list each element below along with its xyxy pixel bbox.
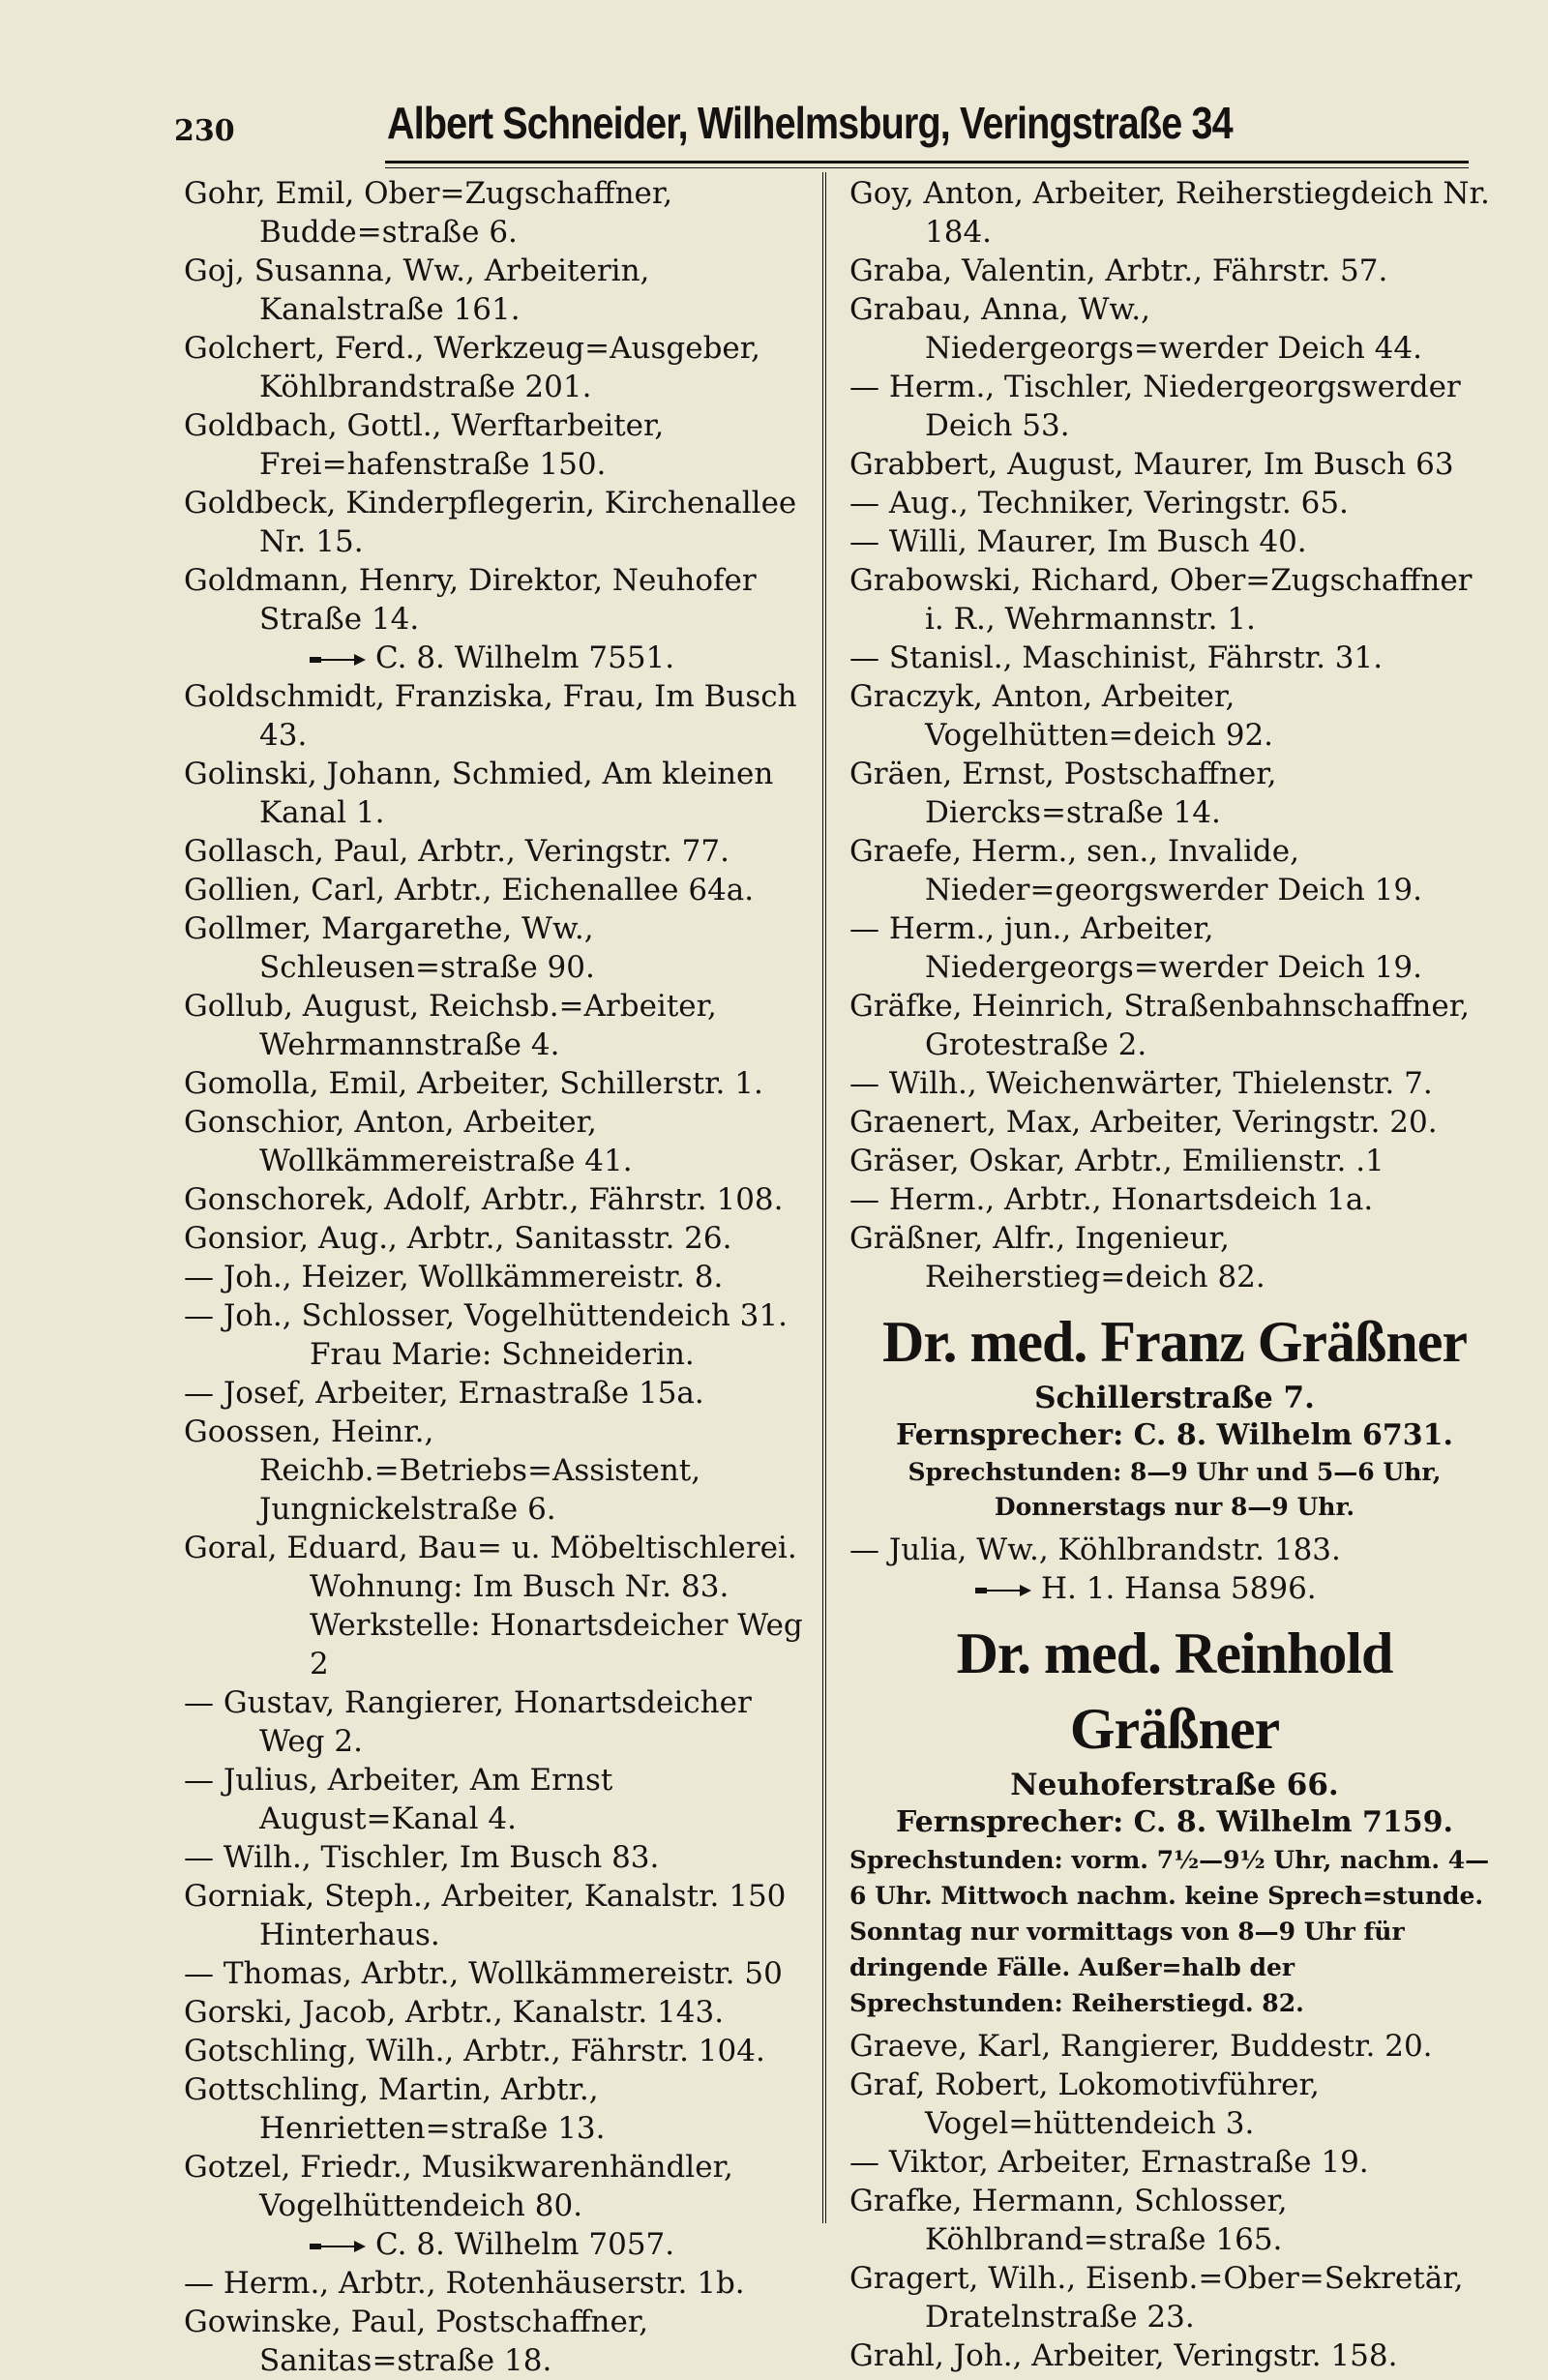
- directory-entry: — Julius, Arbeiter, Am Ernst August=Kanal 4.: [184, 1763, 613, 1836]
- ad-phone: Fernsprecher: C. 8. Wilhelm 7159.: [896, 1805, 1453, 1839]
- directory-entry: — Aug., Techniker, Veringstr. 65.: [849, 486, 1349, 521]
- directory-entry: Goldmann, Henry, Direktor, Neuhofer Straße 14.: [184, 563, 757, 637]
- directory-subline: Wohnung: Im Busch Nr. 83.: [310, 1569, 729, 1604]
- advertisement-reinhold-graessner: [849, 1616, 1500, 2021]
- telephone-icon: [975, 1583, 1031, 1598]
- directory-entry: Goossen, Heinr., Reichb.=Betriebs=Assistent, Jungnickelstraße 6.: [184, 1414, 701, 1527]
- telephone-line: [849, 1569, 1500, 1608]
- telephone-number: C. 8. Wilhelm 7057.: [375, 2227, 675, 2262]
- directory-entry: — Joh., Schlosser, Vogelhüttendeich 31.: [184, 1298, 788, 1333]
- ad-hours: Sprechstunden: 8—9 Uhr und 5—6 Uhr,: [908, 1458, 1442, 1486]
- directory-entry: Gottschling, Martin, Arbtr., Henrietten=straße 13.: [184, 2072, 606, 2146]
- directory-entry: Graf, Robert, Lokomotivführer, Vogel=hüttendeich 3.: [849, 2068, 1320, 2141]
- ad-street: Schillerstraße 7.: [1034, 1381, 1315, 1415]
- directory-entry: — Gustav, Rangierer, Honartsdeicher Weg 2.: [184, 1685, 752, 1759]
- directory-entry: Graczyk, Anton, Arbeiter, Vogelhütten=deich 92.: [849, 679, 1274, 753]
- column-divider: [822, 172, 830, 2223]
- ad-name: Dr. med. Franz Gräßner: [881, 1310, 1467, 1374]
- directory-entry: Goy, Anton, Arbeiter, Reiherstiegdeich Nr. 184.: [849, 176, 1490, 250]
- advertisement-franz-graessner: [849, 1304, 1500, 1525]
- directory-entry: Graefe, Herm., sen., Invalide, Nieder=georgswerder Deich 19.: [849, 834, 1422, 907]
- left-column: [184, 174, 818, 2380]
- directory-subline: Werkstelle: Honartsdeicher Weg 2: [310, 1608, 803, 1681]
- telephone-number: C. 8. Wilhelm 7551.: [375, 640, 675, 675]
- telephone-line: [184, 2225, 818, 2264]
- telephone-line: [184, 639, 818, 677]
- directory-entry: — Joh., Heizer, Wollkämmereistr. 8.: [184, 1260, 724, 1294]
- directory-entry: Grabowski, Richard, Ober=Zugschaffner i. R., Wehrmannstr. 1.: [849, 563, 1473, 637]
- directory-entry: Gorski, Jacob, Arbtr., Kanalstr. 143.: [184, 1995, 725, 2030]
- directory-entry: — Julia, Ww., Köhlbrandstr. 183.: [849, 1532, 1341, 1567]
- directory-entry: — Stanisl., Maschinist, Fährstr. 31.: [849, 640, 1384, 675]
- directory-entry: Graba, Valentin, Arbtr., Fährstr. 57.: [849, 253, 1388, 288]
- directory-entry: Graeve, Karl, Rangierer, Buddestr. 20.: [849, 2029, 1433, 2064]
- directory-entry: Gohr, Emil, Ober=Zugschaffner, Budde=straße 6.: [184, 176, 673, 250]
- directory-entry: Grafke, Hermann, Schlosser, Köhlbrand=straße 165.: [849, 2184, 1288, 2257]
- directory-entry: — Wilh., Weichenwärter, Thielenstr. 7.: [849, 1066, 1433, 1101]
- directory-entry: Graenert, Max, Arbeiter, Veringstr. 20.: [849, 1105, 1438, 1140]
- directory-entry: Goldbeck, Kinderpflegerin, Kirchenallee Nr. 15.: [184, 486, 797, 559]
- directory-entry: Gotzel, Friedr., Musikwarenhändler, Vogelhüttendeich 80.: [184, 2150, 733, 2223]
- directory-entry: Goldbach, Gottl., Werftarbeiter, Frei=hafenstraße 150.: [184, 408, 665, 482]
- ad-street: Neuhoferstraße 66.: [1010, 1768, 1339, 1802]
- ad-hours: Donnerstags nur 8—9 Uhr.: [994, 1493, 1355, 1521]
- directory-subline: Frau Marie: Schneiderin.: [310, 1337, 695, 1372]
- directory-entry: — Herm., Arbtr., Honartsdeich 1a.: [849, 1182, 1374, 1217]
- directory-entry: Gollien, Carl, Arbtr., Eichenallee 64a.: [184, 873, 755, 907]
- ad-hours: Sprechstunden: vorm. 7½—9½ Uhr, nachm. 4—6 Uhr. Mittwoch nachm. keine Sprech=stunde. Sonntag nur vormittags von 8—9 Uhr für dringende Fälle. Außer=halb der Sprechstunden: Reiherstiegd. 82.: [849, 1846, 1490, 2017]
- directory-entry: Gollmer, Margarethe, Ww., Schleusen=straße 90.: [184, 911, 595, 985]
- directory-entry: Gonsior, Aug., Arbtr., Sanitasstr. 26.: [184, 1221, 732, 1256]
- directory-entry: Gonschorek, Adolf, Arbtr., Fährstr. 108.: [184, 1182, 784, 1217]
- directory-entry: Gotschling, Wilh., Arbtr., Fährstr. 104.: [184, 2034, 765, 2068]
- running-head: Albert Schneider, Wilhelmsburg, Veringstraße 34: [387, 98, 1233, 148]
- page-number: 230: [174, 114, 235, 148]
- directory-entry: — Wilh., Tischler, Im Busch 83.: [184, 1840, 660, 1875]
- directory-entry: Grahl, Joh., Arbeiter, Veringstr. 158.: [849, 2338, 1398, 2373]
- directory-entry: Golchert, Ferd., Werkzeug=Ausgeber, Köhlbrandstraße 201.: [184, 331, 761, 404]
- right-column: [849, 174, 1500, 2375]
- directory-entry: Gollasch, Paul, Arbtr., Veringstr. 77.: [184, 834, 729, 869]
- directory-entry: Goj, Susanna, Ww., Arbeiterin, Kanalstraße 161.: [184, 253, 650, 327]
- directory-entry: — Willi, Maurer, Im Busch 40.: [849, 524, 1307, 559]
- directory-entry: Gorniak, Steph., Arbeiter, Kanalstr. 150 Hinterhaus.: [184, 1879, 787, 1952]
- directory-entry: Gräser, Oskar, Arbtr., Emilienstr. .1: [849, 1144, 1384, 1178]
- directory-entry: — Herm., Tischler, Niedergeorgswerder Deich 53.: [849, 370, 1461, 443]
- directory-entry: Gräen, Ernst, Postschaffner, Diercks=straße 14.: [849, 757, 1277, 830]
- ad-phone: Fernsprecher: C. 8. Wilhelm 6731.: [896, 1418, 1453, 1452]
- directory-entry: — Thomas, Arbtr., Wollkämmereistr. 50: [184, 1956, 783, 1991]
- directory-entry: Gollub, August, Reichsb.=Arbeiter, Wehrmannstraße 4.: [184, 989, 717, 1062]
- directory-entry: — Viktor, Arbeiter, Ernastraße 19.: [849, 2145, 1369, 2180]
- directory-entry: Gowinske, Paul, Postschaffner, Sanitas=straße 18.: [184, 2305, 649, 2378]
- directory-entry: — Herm., Arbtr., Rotenhäuserstr. 1b.: [184, 2266, 745, 2301]
- directory-entry: Gomolla, Emil, Arbeiter, Schillerstr. 1.: [184, 1066, 763, 1101]
- directory-entry: — Herm., jun., Arbeiter, Niedergeorgs=werder Deich 19.: [849, 911, 1422, 985]
- directory-entry: Goral, Eduard, Bau= u. Möbeltischlerei.: [184, 1531, 797, 1565]
- directory-entry: Golinski, Johann, Schmied, Am kleinen Kanal 1.: [184, 757, 774, 830]
- directory-entry: Gräfke, Heinrich, Straßenbahnschaffner, Grotestraße 2.: [849, 989, 1470, 1062]
- telephone-icon: [310, 652, 366, 668]
- directory-entry: Gräßner, Alfr., Ingenieur, Reiherstieg=deich 82.: [849, 1221, 1265, 1294]
- directory-entry: Gragert, Wilh., Eisenb.=Ober=Sekretär, Dratelnstraße 23.: [849, 2261, 1464, 2335]
- ad-name: Dr. med. Reinhold Gräßner: [956, 1621, 1393, 1761]
- directory-entry: Grabau, Anna, Ww., Niedergeorgs=werder Deich 44.: [849, 292, 1422, 366]
- telephone-icon: [310, 2239, 366, 2254]
- directory-entry: Gonschior, Anton, Arbeiter, Wollkämmereistraße 41.: [184, 1105, 633, 1178]
- directory-entry: Goldschmidt, Franziska, Frau, Im Busch 43.: [184, 679, 797, 753]
- telephone-number: H. 1. Hansa 5896.: [1041, 1571, 1317, 1606]
- header-rule: [385, 161, 1469, 168]
- directory-entry: Grabbert, August, Maurer, Im Busch 63: [849, 447, 1454, 482]
- directory-entry: — Josef, Arbeiter, Ernastraße 15a.: [184, 1376, 704, 1411]
